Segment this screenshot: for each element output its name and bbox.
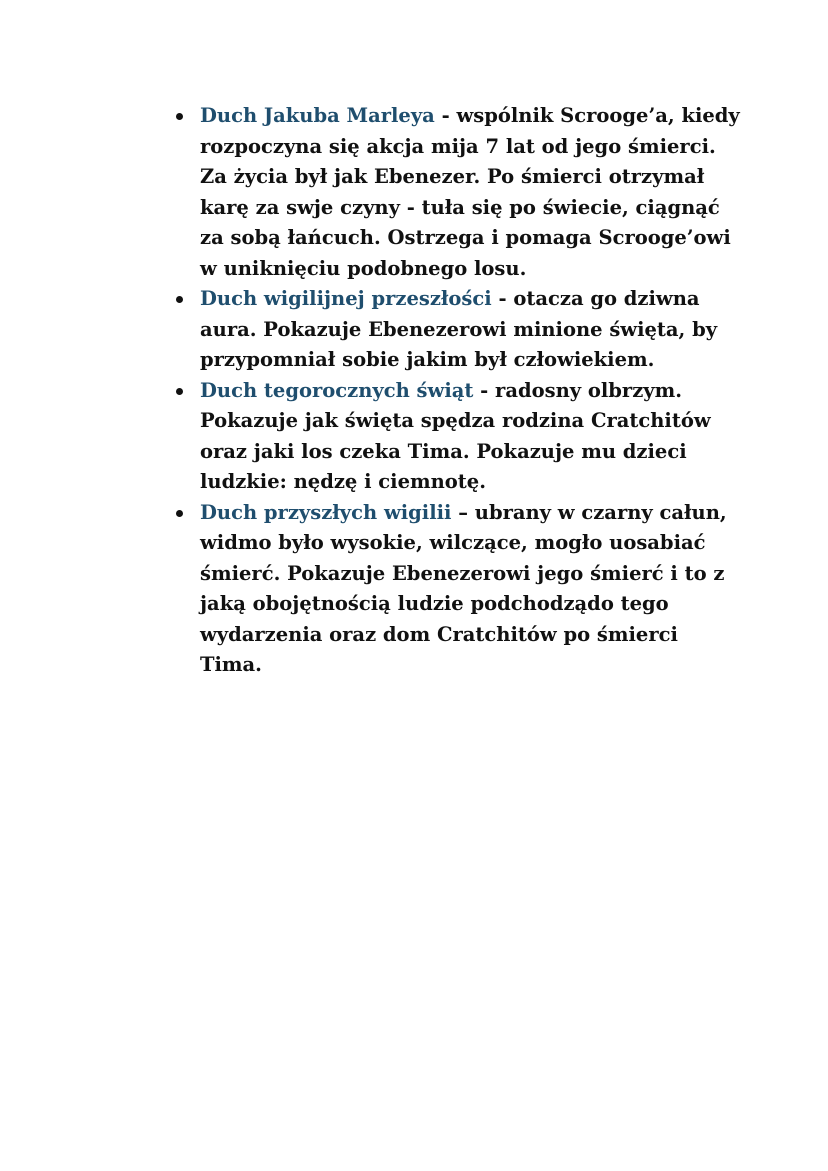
list-item <box>200 498 740 681</box>
list-item <box>200 284 740 376</box>
ghost-list <box>200 101 740 681</box>
bullet-icon <box>176 113 183 120</box>
item-text: - radosny olbrzym. Pokazuje jak święta spędza rodzina Cratchitów oraz jaki los czeka Tima. Pokazuje mu dzieci ludzkie: nędzę i ciemnotę. <box>200 378 711 493</box>
bullet-icon <box>176 296 183 303</box>
bullet-icon <box>176 510 183 517</box>
item-name: Duch tegorocznych świąt <box>200 378 474 402</box>
bullet-icon <box>176 388 183 395</box>
item-name: Duch Jakuba Marleya <box>200 104 435 127</box>
item-name: Duch wigilijnej przeszłości <box>200 287 492 310</box>
list-item <box>200 376 740 498</box>
item-text: – ubrany w czarny całun, widmo było wysokie, wilczące, mogło uosabiać śmierć. Pokazuje Ebenezerowi jego śmierć i to z jaką obojętnością ludzie podchodządo tego wydarzenia oraz dom Cratchitów po śmierci Tima. <box>200 500 727 676</box>
item-text: - otacza go dziwna aura. Pokazuje Ebenezerowi minione święta, by przypomniał sobie jakim był człowiekiem. <box>200 287 718 371</box>
item-text: - wspólnik Scrooge’a, kiedy rozpoczyna się akcja mija 7 lat od jego śmierci. Za życia był jak Ebenezer. Po śmierci otrzymał karę za swje czyny - tuła się po świecie, ciągnąć za sobą łańcuch. Ostrzega i pomaga Scrooge’owi w uniknięciu podobnego losu. <box>200 104 740 280</box>
list-item <box>200 101 740 284</box>
item-name: Duch przyszłych wigilii <box>200 500 452 524</box>
